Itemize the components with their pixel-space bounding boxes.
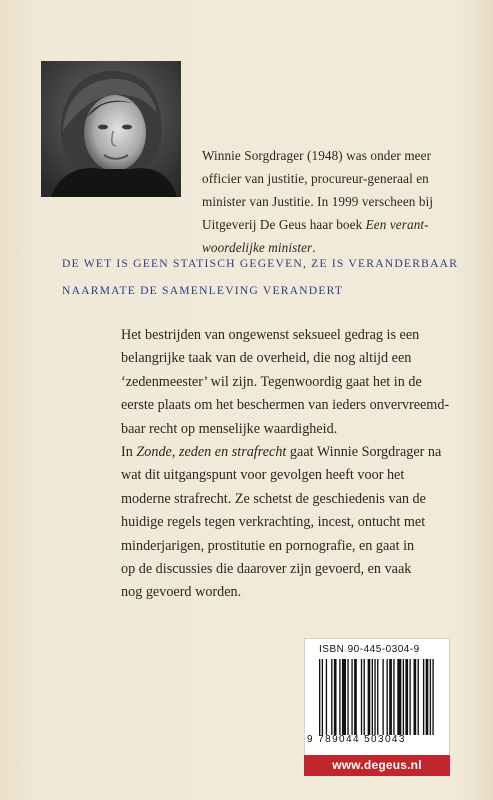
book-title-italic: woordelijke minister bbox=[202, 240, 313, 255]
barcode-bar bbox=[334, 659, 337, 735]
barcode-bar bbox=[361, 659, 362, 735]
blurb-line: minderjarigen, prostitutie en pornografie, en gaat in bbox=[121, 537, 415, 554]
barcode-bar bbox=[377, 659, 378, 735]
book-blurb bbox=[121, 324, 471, 605]
pull-quote bbox=[62, 250, 482, 304]
barcode-bar bbox=[393, 659, 394, 735]
bio-line: Winnie Sorgdrager (1948) was onder meer bbox=[202, 148, 432, 163]
blurb-line: huidige regels tegen verkrachting, incest, ontucht met bbox=[121, 514, 426, 531]
barcode-bar bbox=[409, 659, 410, 735]
blurb-line: moderne strafrecht. Ze schetst de geschiedenis van de bbox=[121, 490, 426, 507]
blurb-text: gaat Winnie Sorgdrager na bbox=[286, 444, 442, 461]
blurb-line: ‘zedenmeester’ wil zijn. Tegenwoordig gaat het in de bbox=[121, 373, 422, 390]
bio-text: . bbox=[312, 240, 316, 255]
barcode-bar bbox=[397, 659, 401, 735]
barcode-bar bbox=[372, 659, 373, 735]
blurb-line: wat dit uitgangspunt voor gevolgen heeft voor het bbox=[121, 467, 405, 484]
blurb-line: baar recht op menselijke waardigheid. bbox=[121, 420, 338, 437]
barcode-bar bbox=[423, 659, 424, 735]
barcode-bar bbox=[418, 659, 419, 735]
quote-line: DE WET IS GEEN STATISCH GEGEVEN, ZE IS VERANDERBAAR bbox=[62, 257, 459, 270]
bio-line bbox=[202, 213, 464, 236]
ean-number: 9 789044 503043 bbox=[307, 734, 406, 745]
barcode-bar bbox=[331, 659, 332, 735]
bio-line: officier van justitie, procureur-generaal en bbox=[202, 171, 429, 186]
blurb-line: eerste plaats om het beschermen van ieders onvervreemd- bbox=[121, 397, 450, 414]
barcode-bar bbox=[430, 659, 431, 735]
barcode-bar bbox=[319, 659, 320, 735]
blurb-text: In bbox=[121, 444, 137, 461]
barcode-bar bbox=[403, 659, 404, 735]
blurb-line: op de discussies die daarover zijn gevoerd, en vaak bbox=[121, 561, 412, 578]
quote-line: NAARMATE DE SAMENLEVING VERANDERT bbox=[62, 284, 344, 297]
barcode-label bbox=[304, 638, 450, 757]
barcode-bar bbox=[382, 659, 383, 735]
barcode-bar bbox=[387, 659, 388, 735]
barcode-bar bbox=[342, 659, 346, 735]
barcode-bar bbox=[364, 659, 365, 735]
blurb-line: belangrijke taak van de overheid, die nog altijd een bbox=[121, 350, 412, 367]
barcode-bar bbox=[347, 659, 348, 735]
blurb-line bbox=[121, 441, 471, 464]
barcode-bar bbox=[339, 659, 340, 735]
isbn-text: ISBN 90-445-0304-9 bbox=[319, 644, 420, 655]
author-bio bbox=[202, 144, 464, 259]
bio-text: Uitgeverij De Geus haar boek bbox=[202, 217, 366, 232]
blurb-line: Het bestrijden van ongewenst seksueel gedrag is een bbox=[121, 327, 420, 343]
barcode-bar bbox=[354, 659, 357, 735]
barcode-bar bbox=[368, 659, 371, 735]
barcode-bar bbox=[374, 659, 375, 735]
barcode-bar bbox=[432, 659, 433, 735]
book-title-italic: Zonde, zeden en strafrecht bbox=[136, 444, 287, 461]
barcode-bar bbox=[426, 659, 429, 735]
bio-line: minister van Justitie. In 1999 verscheen bij bbox=[202, 194, 434, 209]
publisher-website: www.degeus.nl bbox=[304, 755, 450, 776]
barcode-bar bbox=[322, 659, 323, 735]
book-title-italic: Een verant- bbox=[365, 217, 429, 232]
author-photo bbox=[41, 61, 181, 197]
blurb-line: nog gevoerd worden. bbox=[121, 584, 242, 601]
barcode-icon bbox=[319, 659, 439, 735]
barcode-bar bbox=[405, 659, 408, 735]
barcode-bar bbox=[326, 659, 327, 735]
barcode-bar bbox=[351, 659, 352, 735]
barcode-bar bbox=[389, 659, 392, 735]
barcode-bar bbox=[414, 659, 417, 735]
